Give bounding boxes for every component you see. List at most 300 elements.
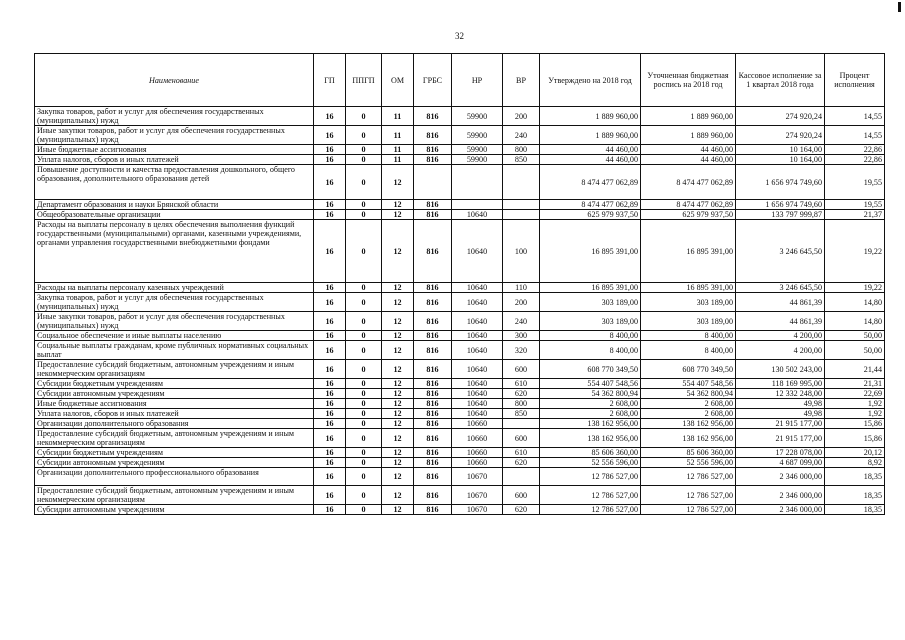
row-grbs: 816: [414, 210, 452, 220]
row-om: 12: [382, 210, 414, 220]
row-percent: 22,86: [825, 155, 885, 165]
row-cash: 44 861,39: [736, 293, 825, 312]
table-row: [35, 200, 885, 210]
row-ppgp: 0: [346, 331, 382, 341]
row-grbs: 816: [414, 220, 452, 283]
row-ppgp: 0: [346, 419, 382, 429]
row-name: Общеобразовательные организации: [35, 210, 314, 220]
row-approved: 303 189,00: [540, 293, 641, 312]
table-row: [35, 107, 885, 126]
row-vr: [503, 468, 540, 486]
row-revised: 554 407 548,56: [641, 379, 736, 389]
row-grbs: 816: [414, 389, 452, 399]
row-nr: 59900: [452, 155, 503, 165]
row-gp: 16: [314, 389, 346, 399]
row-cash: 2 346 000,00: [736, 468, 825, 486]
table-row: [35, 409, 885, 419]
col-header-name: Наименование: [35, 54, 314, 107]
row-name: Закупка товаров, работ и услуг для обеспечения государственных (муниципальных) нужд: [35, 293, 314, 312]
row-approved: 8 474 477 062,89: [540, 165, 641, 200]
row-nr: 10640: [452, 220, 503, 283]
row-revised: 16 895 391,00: [641, 220, 736, 283]
row-gp: 16: [314, 399, 346, 409]
row-grbs: 816: [414, 200, 452, 210]
col-header-approved: Утверждено на 2018 год: [540, 54, 641, 107]
col-header-percent: Процент исполнения: [825, 54, 885, 107]
row-nr: 10660: [452, 419, 503, 429]
row-revised: 1 889 960,00: [641, 107, 736, 126]
row-gp: 16: [314, 220, 346, 283]
row-nr: [452, 165, 503, 200]
table-row: [35, 341, 885, 360]
row-gp: 16: [314, 486, 346, 505]
row-nr: 10640: [452, 283, 503, 293]
row-name: Социальное обеспечение и иные выплаты населению: [35, 331, 314, 341]
row-percent: 14,55: [825, 126, 885, 145]
row-revised: 12 786 527,00: [641, 468, 736, 486]
row-ppgp: 0: [346, 486, 382, 505]
row-name: Иные закупки товаров, работ и услуг для обеспечения государственных (муниципальных) нужд: [35, 312, 314, 331]
row-revised: 625 979 937,50: [641, 210, 736, 220]
table-row: [35, 220, 885, 283]
row-grbs: 816: [414, 155, 452, 165]
col-header-nr: НР: [452, 54, 503, 107]
row-percent: 20,12: [825, 448, 885, 458]
row-vr: 610: [503, 379, 540, 389]
row-name: Организации дополнительного профессионального образования: [35, 468, 314, 486]
row-nr: [452, 200, 503, 210]
row-cash: 21 915 177,00: [736, 429, 825, 448]
row-gp: 16: [314, 341, 346, 360]
table-row: [35, 468, 885, 486]
row-cash: 10 164,00: [736, 155, 825, 165]
row-nr: 10640: [452, 379, 503, 389]
table-row: [35, 399, 885, 409]
row-revised: 8 400,00: [641, 341, 736, 360]
row-om: 12: [382, 486, 414, 505]
row-ppgp: 0: [346, 389, 382, 399]
row-ppgp: 0: [346, 341, 382, 360]
row-ppgp: 0: [346, 107, 382, 126]
row-om: 12: [382, 419, 414, 429]
row-percent: 50,00: [825, 331, 885, 341]
row-ppgp: 0: [346, 293, 382, 312]
row-name: Организации дополнительного образования: [35, 419, 314, 429]
col-header-cash: Кассовое исполнение за 1 квартал 2018 года: [736, 54, 825, 107]
row-grbs: 816: [414, 448, 452, 458]
row-approved: 303 189,00: [540, 312, 641, 331]
row-nr: 10640: [452, 409, 503, 419]
row-approved: 1 889 960,00: [540, 126, 641, 145]
row-vr: 850: [503, 409, 540, 419]
row-revised: 8 474 477 062,89: [641, 200, 736, 210]
row-grbs: 816: [414, 107, 452, 126]
row-om: 12: [382, 379, 414, 389]
row-revised: 2 608,00: [641, 409, 736, 419]
row-grbs: 816: [414, 505, 452, 515]
row-grbs: 816: [414, 341, 452, 360]
col-header-om: ОМ: [382, 54, 414, 107]
row-ppgp: 0: [346, 312, 382, 331]
row-gp: 16: [314, 409, 346, 419]
table-row: [35, 210, 885, 220]
row-cash: 118 169 995,00: [736, 379, 825, 389]
scan-edge-mark: [898, 2, 901, 12]
row-nr: 10640: [452, 399, 503, 409]
row-approved: 138 162 956,00: [540, 419, 641, 429]
row-grbs: 816: [414, 145, 452, 155]
row-percent: 21,44: [825, 360, 885, 379]
row-vr: [503, 200, 540, 210]
row-grbs: 816: [414, 419, 452, 429]
row-name: Предоставление субсидий бюджетным, автономным учреждениям и иным некоммерческим организациям: [35, 360, 314, 379]
row-ppgp: 0: [346, 220, 382, 283]
row-ppgp: 0: [346, 200, 382, 210]
row-percent: 21,37: [825, 210, 885, 220]
row-grbs: 816: [414, 126, 452, 145]
row-om: 11: [382, 145, 414, 155]
row-nr: 10640: [452, 210, 503, 220]
row-approved: 625 979 937,50: [540, 210, 641, 220]
row-name: Уплата налогов, сборов и иных платежей: [35, 409, 314, 419]
row-gp: 16: [314, 126, 346, 145]
row-cash: 2 346 000,00: [736, 486, 825, 505]
row-vr: 620: [503, 389, 540, 399]
row-nr: 59900: [452, 145, 503, 155]
row-grbs: 816: [414, 379, 452, 389]
row-vr: 620: [503, 505, 540, 515]
row-gp: 16: [314, 429, 346, 448]
row-cash: 21 915 177,00: [736, 419, 825, 429]
row-name: Расходы на выплаты персоналу казенных учреждений: [35, 283, 314, 293]
table-row: [35, 505, 885, 515]
row-cash: 1 656 974 749,60: [736, 165, 825, 200]
row-revised: 8 474 477 062,89: [641, 165, 736, 200]
row-nr: 10640: [452, 312, 503, 331]
row-gp: 16: [314, 312, 346, 331]
row-om: 12: [382, 458, 414, 468]
row-nr: 10640: [452, 341, 503, 360]
row-vr: [503, 210, 540, 220]
row-grbs: 816: [414, 293, 452, 312]
table-row: [35, 379, 885, 389]
row-name: Субсидии автономным учреждениям: [35, 458, 314, 468]
table-row: [35, 360, 885, 379]
row-ppgp: 0: [346, 283, 382, 293]
row-percent: 15,86: [825, 429, 885, 448]
row-name: Иные закупки товаров, работ и услуг для обеспечения государственных (муниципальных) нужд: [35, 126, 314, 145]
table-row: [35, 312, 885, 331]
row-vr: 800: [503, 399, 540, 409]
row-vr: 200: [503, 293, 540, 312]
row-ppgp: 0: [346, 126, 382, 145]
row-gp: 16: [314, 458, 346, 468]
row-grbs: 816: [414, 360, 452, 379]
row-cash: 274 920,24: [736, 107, 825, 126]
table-header-row: [35, 54, 885, 107]
row-approved: 52 556 596,00: [540, 458, 641, 468]
row-approved: 138 162 956,00: [540, 429, 641, 448]
row-percent: 15,86: [825, 419, 885, 429]
budget-execution-table: [34, 53, 885, 515]
row-cash: 49,98: [736, 399, 825, 409]
row-grbs: 816: [414, 312, 452, 331]
row-ppgp: 0: [346, 399, 382, 409]
row-revised: 12 786 527,00: [641, 486, 736, 505]
row-approved: 54 362 800,94: [540, 389, 641, 399]
row-percent: 19,22: [825, 283, 885, 293]
table-row: [35, 165, 885, 200]
row-om: 12: [382, 505, 414, 515]
row-cash: 4 200,00: [736, 341, 825, 360]
row-name: Субсидии автономным учреждениям: [35, 389, 314, 399]
row-cash: 133 797 999,87: [736, 210, 825, 220]
row-grbs: 816: [414, 331, 452, 341]
row-vr: 100: [503, 220, 540, 283]
row-cash: 3 246 645,50: [736, 220, 825, 283]
row-name: Департамент образования и науки Брянской области: [35, 200, 314, 210]
row-percent: 14,80: [825, 293, 885, 312]
row-nr: 10670: [452, 505, 503, 515]
row-gp: 16: [314, 155, 346, 165]
row-name: Предоставление субсидий бюджетным, автономным учреждениям и иным некоммерческим организациям: [35, 429, 314, 448]
table-row: [35, 283, 885, 293]
row-vr: 850: [503, 155, 540, 165]
row-approved: 12 786 527,00: [540, 505, 641, 515]
row-vr: 240: [503, 312, 540, 331]
page-number: 32: [455, 31, 464, 41]
row-om: 12: [382, 220, 414, 283]
row-ppgp: 0: [346, 429, 382, 448]
row-vr: 200: [503, 107, 540, 126]
row-vr: [503, 165, 540, 200]
row-vr: 620: [503, 458, 540, 468]
row-gp: 16: [314, 145, 346, 155]
row-cash: 130 502 243,00: [736, 360, 825, 379]
row-revised: 54 362 800,94: [641, 389, 736, 399]
row-vr: [503, 419, 540, 429]
row-revised: 12 786 527,00: [641, 505, 736, 515]
row-ppgp: 0: [346, 210, 382, 220]
row-nr: 10640: [452, 360, 503, 379]
row-nr: 59900: [452, 107, 503, 126]
table-row: [35, 429, 885, 448]
row-gp: 16: [314, 210, 346, 220]
row-gp: 16: [314, 283, 346, 293]
row-percent: 18,35: [825, 505, 885, 515]
row-percent: 19,22: [825, 220, 885, 283]
row-vr: 240: [503, 126, 540, 145]
row-om: 12: [382, 341, 414, 360]
row-name: Субсидии бюджетным учреждениям: [35, 379, 314, 389]
row-name: Уплата налогов, сборов и иных платежей: [35, 155, 314, 165]
row-name: Предоставление субсидий бюджетным, автономным учреждениям и иным некоммерческим организациям: [35, 486, 314, 505]
row-ppgp: 0: [346, 505, 382, 515]
row-percent: 19,55: [825, 200, 885, 210]
row-gp: 16: [314, 379, 346, 389]
row-cash: 274 920,24: [736, 126, 825, 145]
row-ppgp: 0: [346, 379, 382, 389]
table-row: [35, 458, 885, 468]
row-name: Субсидии бюджетным учреждениям: [35, 448, 314, 458]
row-percent: 1,92: [825, 399, 885, 409]
row-vr: 110: [503, 283, 540, 293]
row-ppgp: 0: [346, 360, 382, 379]
table-row: [35, 486, 885, 505]
row-revised: 52 556 596,00: [641, 458, 736, 468]
row-om: 12: [382, 312, 414, 331]
row-revised: 44 460,00: [641, 155, 736, 165]
row-cash: 3 246 645,50: [736, 283, 825, 293]
col-header-revised: Уточненная бюджетная роспись на 2018 год: [641, 54, 736, 107]
row-gp: 16: [314, 419, 346, 429]
row-gp: 16: [314, 165, 346, 200]
row-vr: 610: [503, 448, 540, 458]
row-nr: 10660: [452, 429, 503, 448]
row-gp: 16: [314, 293, 346, 312]
row-revised: 2 608,00: [641, 399, 736, 409]
row-ppgp: 0: [346, 155, 382, 165]
row-name: Закупка товаров, работ и услуг для обеспечения государственных (муниципальных) нужд: [35, 107, 314, 126]
row-nr: 59900: [452, 126, 503, 145]
table-row: [35, 389, 885, 399]
row-om: 12: [382, 293, 414, 312]
row-approved: 554 407 548,56: [540, 379, 641, 389]
row-percent: 18,35: [825, 468, 885, 486]
row-vr: 600: [503, 360, 540, 379]
row-approved: 2 608,00: [540, 399, 641, 409]
row-om: 12: [382, 360, 414, 379]
row-percent: 22,69: [825, 389, 885, 399]
row-percent: 22,86: [825, 145, 885, 155]
col-header-grbs: ГРБС: [414, 54, 452, 107]
table-row: [35, 448, 885, 458]
row-gp: 16: [314, 331, 346, 341]
row-name: Иные бюджетные ассигнования: [35, 399, 314, 409]
col-header-gp: ГП: [314, 54, 346, 107]
row-name: Повышение доступности и качества предоставления дошкольного, общего образования, дополнительного образования детей: [35, 165, 314, 200]
row-om: 12: [382, 283, 414, 293]
row-percent: 14,55: [825, 107, 885, 126]
row-vr: 800: [503, 145, 540, 155]
row-ppgp: 0: [346, 448, 382, 458]
row-vr: 320: [503, 341, 540, 360]
row-ppgp: 0: [346, 458, 382, 468]
row-cash: 1 656 974 749,60: [736, 200, 825, 210]
row-revised: 303 189,00: [641, 293, 736, 312]
table-row: [35, 126, 885, 145]
row-percent: 14,80: [825, 312, 885, 331]
row-cash: 17 228 078,00: [736, 448, 825, 458]
row-approved: 12 786 527,00: [540, 468, 641, 486]
row-om: 12: [382, 200, 414, 210]
row-gp: 16: [314, 107, 346, 126]
row-nr: 10660: [452, 448, 503, 458]
row-ppgp: 0: [346, 145, 382, 155]
row-cash: 49,98: [736, 409, 825, 419]
row-name: Расходы на выплаты персоналу в целях обеспечения выполнения функций государственными (муниципальными) органами, казенными учреждениями, органами управления государственными внебюджетными фондами: [35, 220, 314, 283]
row-vr: 600: [503, 486, 540, 505]
row-cash: 12 332 248,00: [736, 389, 825, 399]
row-cash: 4 687 099,00: [736, 458, 825, 468]
row-om: 12: [382, 429, 414, 448]
row-revised: 608 770 349,50: [641, 360, 736, 379]
row-percent: 50,00: [825, 341, 885, 360]
row-ppgp: 0: [346, 468, 382, 486]
row-om: 12: [382, 399, 414, 409]
row-grbs: 816: [414, 429, 452, 448]
row-cash: 10 164,00: [736, 145, 825, 155]
row-name: Субсидии автономным учреждениям: [35, 505, 314, 515]
row-grbs: 816: [414, 283, 452, 293]
row-revised: 16 895 391,00: [641, 283, 736, 293]
row-ppgp: 0: [346, 165, 382, 200]
table-row: [35, 293, 885, 312]
row-revised: 8 400,00: [641, 331, 736, 341]
row-approved: 608 770 349,50: [540, 360, 641, 379]
row-revised: 138 162 956,00: [641, 419, 736, 429]
row-gp: 16: [314, 505, 346, 515]
row-percent: 21,31: [825, 379, 885, 389]
table-row: [35, 331, 885, 341]
table-row: [35, 155, 885, 165]
row-nr: 10640: [452, 389, 503, 399]
row-approved: 44 460,00: [540, 145, 641, 155]
row-om: 12: [382, 468, 414, 486]
row-cash: 2 346 000,00: [736, 505, 825, 515]
row-grbs: 816: [414, 486, 452, 505]
row-cash: 4 200,00: [736, 331, 825, 341]
row-vr: 600: [503, 429, 540, 448]
row-ppgp: 0: [346, 409, 382, 419]
row-om: 11: [382, 155, 414, 165]
col-header-ppgp: ППГП: [346, 54, 382, 107]
row-om: 11: [382, 107, 414, 126]
row-revised: 44 460,00: [641, 145, 736, 155]
table-row: [35, 145, 885, 155]
row-approved: 8 400,00: [540, 341, 641, 360]
row-gp: 16: [314, 448, 346, 458]
row-gp: 16: [314, 200, 346, 210]
row-grbs: 816: [414, 399, 452, 409]
row-percent: 1,92: [825, 409, 885, 419]
row-approved: 8 474 477 062,89: [540, 200, 641, 210]
row-om: 11: [382, 126, 414, 145]
row-nr: 10670: [452, 486, 503, 505]
row-nr: 10640: [452, 293, 503, 312]
row-gp: 16: [314, 468, 346, 486]
row-approved: 16 895 391,00: [540, 220, 641, 283]
row-gp: 16: [314, 360, 346, 379]
row-revised: 138 162 956,00: [641, 429, 736, 448]
col-header-vr: ВР: [503, 54, 540, 107]
row-nr: 10670: [452, 468, 503, 486]
row-approved: 2 608,00: [540, 409, 641, 419]
row-grbs: 816: [414, 409, 452, 419]
row-approved: 8 400,00: [540, 331, 641, 341]
row-approved: 16 895 391,00: [540, 283, 641, 293]
row-approved: 85 606 360,00: [540, 448, 641, 458]
row-revised: 85 606 360,00: [641, 448, 736, 458]
row-vr: 300: [503, 331, 540, 341]
row-percent: 19,55: [825, 165, 885, 200]
row-om: 12: [382, 331, 414, 341]
row-name: Социальные выплаты гражданам, кроме публичных нормативных социальных выплат: [35, 341, 314, 360]
row-name: Иные бюджетные ассигнования: [35, 145, 314, 155]
row-om: 12: [382, 448, 414, 458]
row-nr: 10660: [452, 458, 503, 468]
row-percent: 18,35: [825, 486, 885, 505]
